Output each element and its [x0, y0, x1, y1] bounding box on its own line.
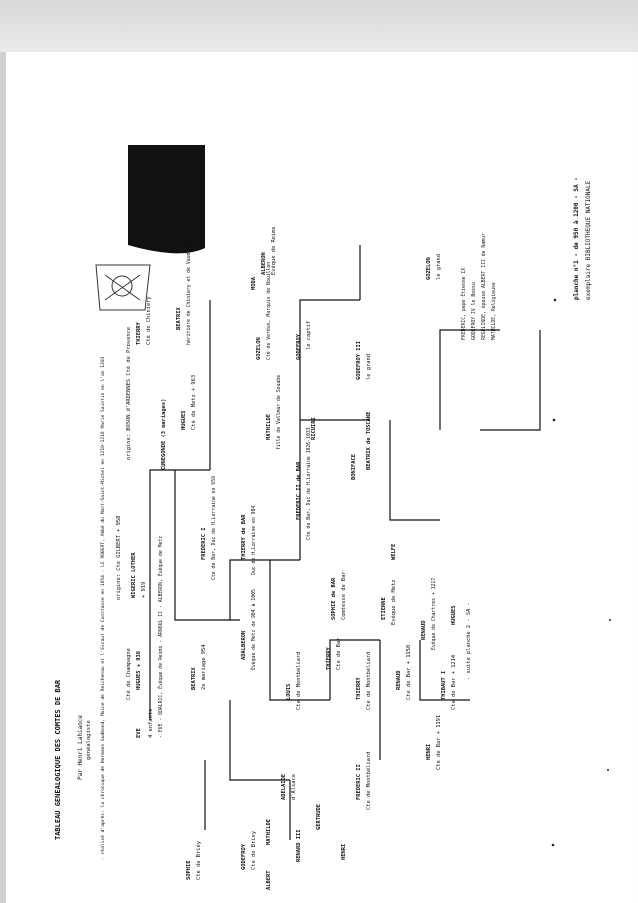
chart-author: Par Henri Lahiance — [77, 714, 84, 780]
exemplaire-label: exemplaire BIBLIOTHEQUE NATIONALE — [585, 180, 592, 300]
person-thierry-top: THIERRY — [136, 322, 142, 345]
planche-label: planche n°1 - de 950 à 1200 - SA - — [573, 177, 580, 300]
person-frederic-2: FREDERIC II de BAR — [296, 461, 302, 520]
person-henri: HENRI — [426, 743, 432, 760]
person-alberon: ALBERON — [261, 252, 267, 275]
person-godefroy-3: GODEFROY III — [356, 341, 362, 380]
person-beatrix-top-sub: héritière de Chiniery et de Vaudrevel — [187, 238, 192, 345]
person-renard: RENARD III — [296, 829, 302, 862]
person-thierry-3-sub: Cte de Bar — [336, 637, 342, 670]
person-godefroy-bottom: GODEFROY — [241, 844, 247, 870]
crest-icon — [96, 265, 150, 310]
person-godefroy-1: GODEFROY — [296, 334, 302, 360]
person-moda: MODA — [251, 277, 257, 290]
person-hugues-963: HUGUES — [181, 410, 187, 430]
chart-title: TABLEAU GENEALOGIQUE DES COMTES DE BAR — [54, 679, 62, 840]
person-hugues-963-sub: Cté de Metz + 963 — [191, 374, 197, 430]
person-louis-sub: Cte de Montbéliard — [296, 651, 302, 710]
person-godefroy-3-sub: le grand — [366, 354, 372, 380]
person-frederic-low: FREDERIC II — [356, 764, 362, 800]
person-adelaide-sub: d'Alsace — [291, 774, 297, 800]
person-beatrix-954-sub: 2e mariage 954 — [201, 644, 207, 690]
person-mathilde: MATHILDE — [266, 414, 272, 440]
scan-specks — [552, 299, 611, 847]
person-frederic-2-sub: Cte de Bar, Duc de H.Lorraine 1026-1033 — [307, 427, 312, 540]
person-welfe: WELFE — [391, 543, 397, 560]
person-sophie-bar: SOPHIE de BAR — [331, 577, 337, 620]
person-ricuiri: RICUIRI — [311, 417, 317, 440]
person-adelaide: ADELAIDE — [281, 774, 287, 800]
chart-source-note: - réalisé d'après: la chronique de Hermann Gudmond, Moine de Reichenau et l'Escaut de Constance en 1054 - LE ROBERT, Abbé du Mont-Saint-Michel en 1210-1218 Marie Saintin en l'an 1303 — [101, 356, 106, 860]
person-thierry-bar-sub: Duc de H.Lorraine en 984 — [252, 505, 257, 575]
person-henri-sub: Cte de Bar + 1191 — [436, 714, 442, 770]
person-alberon-sub: Évêque de Reims — [271, 226, 277, 275]
person-thierry-top-sub: Cté de Chiniery — [146, 296, 152, 345]
suite-note: - suite planche 2 - SA - — [466, 602, 472, 680]
person-gozelon-2: GOZELON — [426, 257, 432, 280]
shield-icon — [128, 145, 205, 253]
person-wigeric-origin: origine: Cte GILBERT + 958 — [116, 515, 122, 600]
person-mathilde-2: MATHILDE, Religieuse — [492, 282, 497, 340]
person-eve: EVE — [136, 728, 142, 738]
person-beatrix-954: BEATRIX — [191, 667, 197, 690]
person-etienne: ETIENNE — [381, 597, 387, 620]
person-eve-children: 4 enfants — [148, 708, 154, 738]
person-boson: origine: BOSON d'ARDENNES Cté de Provence — [126, 326, 132, 460]
person-wigeric: WIGERIC LOTHER — [131, 552, 137, 598]
person-sophie-bottom-sub: Cte de Briey — [196, 841, 202, 880]
person-thibaut: THIBAUT I — [441, 670, 447, 700]
header-block — [54, 356, 106, 860]
person-boniface: BONIFACE — [351, 454, 357, 480]
person-sophie-bar-sub: Comtesse de Bar — [341, 571, 347, 620]
person-thierry-bar: THIERRY de BAR — [241, 514, 247, 560]
footer-block — [573, 177, 592, 300]
person-frederic-ix: FREDERIC, pape Étienne IX — [462, 267, 467, 340]
person-frederic-low-sub: Cte de Montbéliard — [366, 751, 372, 810]
person-regelinde: REGELINDE, épouse ALBERT III de Namur — [482, 233, 487, 340]
person-henri-low: HENRI — [341, 843, 347, 860]
person-renaud-sub: Cte de Bar + 1150 — [406, 644, 412, 700]
person-renaud: RENAUD — [396, 670, 402, 690]
person-hugues-low: HUGUES — [451, 605, 457, 625]
person-gozelon-top: GOZELON — [256, 337, 262, 360]
person-thierry-3: THIERRY — [326, 647, 332, 670]
person-wigeric-date: + 919 — [141, 581, 147, 598]
person-albert-bottom: ALBERT — [266, 870, 272, 890]
person-frederic-1-sub: Cte de Bar, Duc de H.Lorraine en 959 — [212, 476, 217, 580]
person-frederic-1: FREDERIC I — [201, 527, 207, 560]
person-renaud-2: RENAUD — [421, 620, 427, 640]
person-godefroy-bossu: GODEFROY IV le Bossu — [472, 282, 477, 340]
person-gertrude: GERTRUDE — [316, 804, 322, 830]
person-louis: LOUIS — [286, 683, 292, 700]
person-adalberon: ADALBERON — [241, 630, 247, 660]
person-beatrix-top: BEATRIX — [176, 307, 182, 330]
person-thierry-2: THIERRY — [356, 677, 362, 700]
person-adalberon-sub: Évêque de Metz de 984 à 1005 — [252, 589, 257, 670]
person-mathilde-sub: fille de Vallmar de Souabe — [277, 374, 282, 450]
person-mathilde-bottom: MATHILDE — [266, 819, 272, 845]
person-etienne-sub: Évêque de Metz — [391, 579, 397, 625]
person-godefroy-bottom-sub: Cte de Briey — [251, 831, 257, 870]
person-cunegonde: CUNEGONDE (3 mariages) — [161, 398, 167, 470]
person-beatrix-toscane: BEATRIX de TOSCANE — [366, 411, 372, 470]
person-sophie-bottom: SOPHIE — [186, 860, 192, 880]
person-comte-champagne: Cté de Champagne — [126, 648, 132, 700]
person-renaud-2-sub: Évêque de Chartres + 1217 — [432, 577, 437, 650]
person-hugues-938: HUGUES + 938 — [136, 651, 142, 690]
person-gozelon-2-sub: le grand — [436, 254, 442, 280]
person-thibaut-sub: Cte de Bar + 1214 — [451, 654, 457, 710]
person-thierry-2-sub: Cte de Montbéliard — [366, 651, 372, 710]
chart-author-sub: généalogiste — [86, 720, 92, 760]
person-godefroy-1-sub: le captif — [306, 320, 312, 350]
person-eve-list: - EVE - ODALRIC, Évêque de Reims - ARNOUL II - ALBERON, Évêque de Metz — [159, 535, 164, 738]
person-gozelon-top-sub: Cté de Verdun, Marquis de Bouillon — [267, 261, 272, 360]
